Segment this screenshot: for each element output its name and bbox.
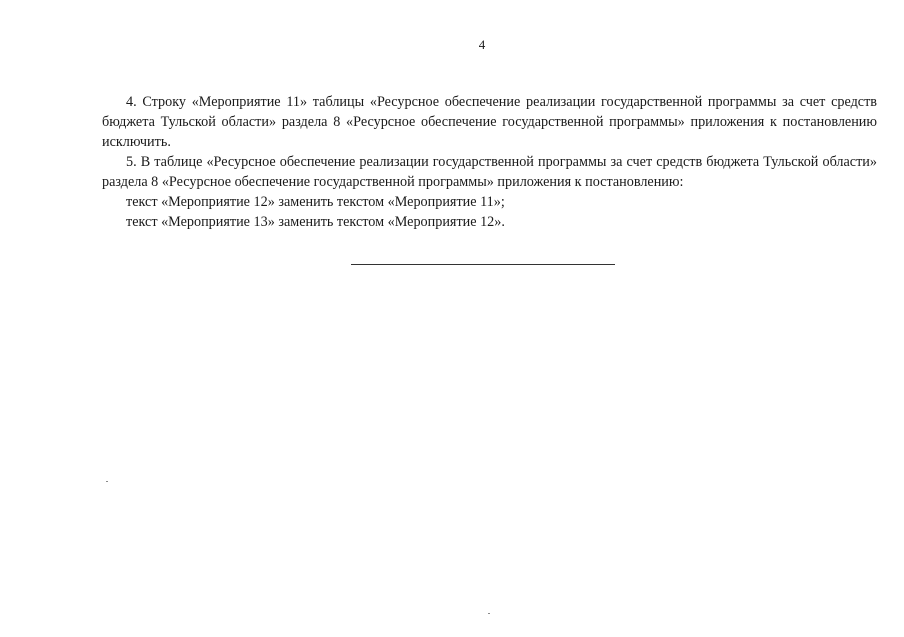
- replacement-line-2: текст «Мероприятие 13» заменить текстом «Мероприятие 12».: [126, 214, 505, 230]
- end-separator-line: [351, 264, 615, 265]
- scan-speck: [106, 481, 108, 482]
- scan-speck: [488, 613, 490, 614]
- page-number: 4: [478, 37, 486, 52]
- paragraph-item-4: 4. Строку «Мероприятие 11» таблицы «Ресурсное обеспечение реализации государственной программы за счет средств бюджета Тульской области» раздела 8 «Ресурсное обеспечение государственной программы» приложения к постановлению исключить.: [102, 94, 877, 150]
- paragraph-item-5: 5. В таблице «Ресурсное обеспечение реализации государственной программы за счет средств бюджета Тульской области» раздела 8 «Ресурсное обеспечение государственной программы» приложения к постановлению:: [102, 154, 877, 190]
- document-body: [102, 92, 877, 232]
- replacement-line-1: текст «Мероприятие 12» заменить текстом «Мероприятие 11»;: [126, 194, 505, 210]
